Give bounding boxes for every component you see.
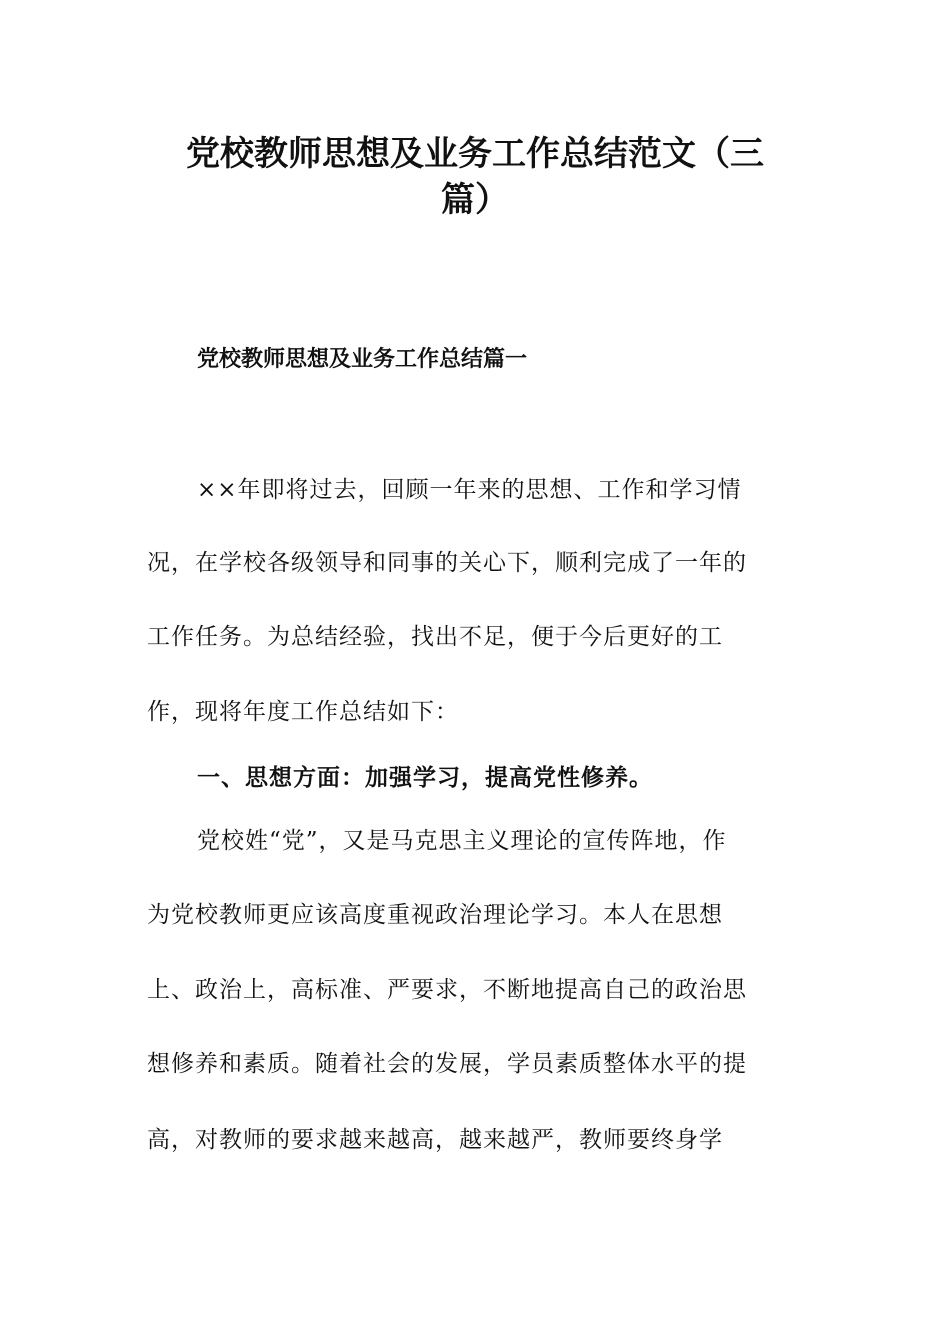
paragraph-1-line: ××年即将过去，回顾一年来的思想、工作和学习情 [197,477,742,503]
subheading-thought: 一、思想方面：加强学习，提高党性修养。 [197,764,653,791]
document-title-line-2: 篇） [441,180,509,220]
paragraph-2-line: 党校姓“党”，又是马克思主义理论的宣传阵地，作 [197,828,727,854]
section-heading: 党校教师思想及业务工作总结篇一 [197,346,528,372]
paragraph-1-line: 作，现将年度工作总结如下： [147,699,459,725]
paragraph-2-line: 高，对教师的要求越来越高，越来越严，教师要终身学 [147,1127,723,1153]
paragraph-1-line: 工作任务。为总结经验，找出不足，便于今后更好的工 [147,624,723,650]
paragraph-2-line: 想修养和素质。随着社会的发展，学员素质整体水平的提 [147,1051,747,1077]
paragraph-2-line: 为党校教师更应该高度重视政治理论学习。本人在思想 [147,902,723,928]
document-title-line-1: 党校教师思想及业务工作总结范文（三 [186,134,764,174]
paragraph-1-line: 况，在学校各级领导和同事的关心下，顺利完成了一年的 [147,550,747,576]
paragraph-2-line: 上、政治上，高标准、严要求，不断地提高自己的政治思 [147,977,747,1003]
